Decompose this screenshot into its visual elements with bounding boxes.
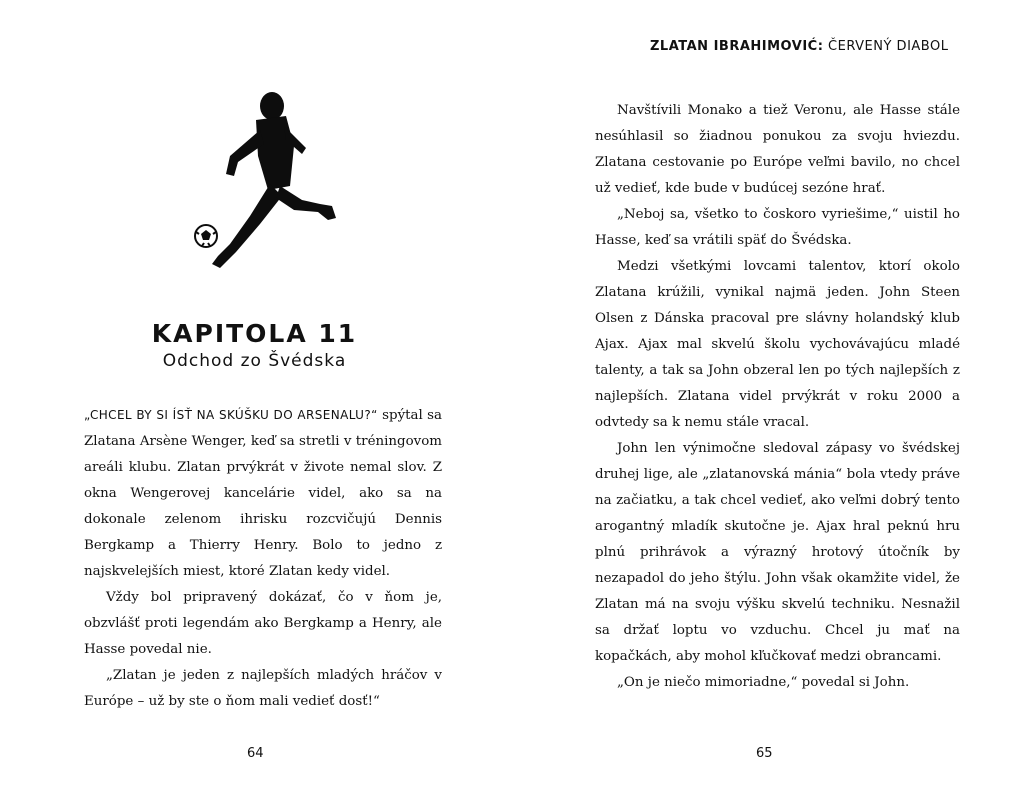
footballer-silhouette-icon	[190, 86, 340, 272]
running-head	[650, 39, 950, 54]
running-head-title: ČERVENÝ DIABOL	[823, 39, 949, 54]
running-head-author: ZLATAN IBRAHIMOVIĆ:	[650, 39, 824, 54]
page-number: 64	[247, 746, 264, 761]
chapter-title: Odchod zo Švédska	[162, 351, 347, 371]
paragraph: Vždy bol pripravený dokázať, čo v ňom je, obzvlášť proti legendám ako Bergkamp a Henry, ale Hasse povedal nie.	[84, 590, 442, 657]
page-number: 65	[756, 746, 773, 761]
paragraph-rest: spýtal sa Zlatana Arsène Wenger, keď sa stretli v tréningovom areáli klubu. Zlatan prvýkrát v živote nemal slov. Z okna Wengerovej kancelárie videl, ako sa na dokonale zelenom ihrisku rozcvičujú Dennis Bergkamp a Thierry Henry. Bolo to jedno z najskvelejších miest, ktoré Zlatan kedy videl.	[84, 408, 443, 579]
chapter-number: KAPITOLA 11	[151, 319, 358, 348]
right-body-text	[595, 98, 960, 696]
left-body-text	[84, 402, 442, 715]
opening-caps: „CHCEL BY SI ÍSŤ NA SKÚŠKU DO ARSENALU?“	[84, 408, 378, 422]
paragraph: John len výnimočne sledoval zápasy vo švédskej druhej lige, ale „zlatanovská mánia“ bola vtedy práve na začiatku, a tak chcel vedieť, ako veľmi dobrý tento arogantný mladík skutočne je. Ajax hral peknú hru plnú prihrávok a výrazný hrotový útočník by nezapadol do jeho štýlu. John však okamžite videl, že Zlatan má na svoju výšku skvelú techniku. Nesnažil sa držať loptu vo vzduchu. Chcel ju mať na kopačkách, aby mohol kľučkovať medzi obrancami.	[595, 441, 960, 664]
paragraph	[84, 402, 442, 585]
paragraph: „On je niečo mimoriadne,“ povedal si John.	[617, 675, 910, 690]
paragraph: „Neboj sa, všetko to čoskoro vyriešime,“ uistil ho Hasse, keď sa vrátili späť do Švédska.	[595, 207, 960, 248]
paragraph: Navštívili Monako a tiež Veronu, ale Hasse stále nesúhlasil so žiadnou ponukou za svoju hviezdu. Zlatana cestovanie po Európe veľmi bavilo, no chcel už vedieť, kde bude v budúcej sezóne hrať.	[595, 103, 960, 196]
paragraph: Medzi všetkými lovcami talentov, ktorí okolo Zlatana krúžili, vynikal najmä jeden. John Steen Olsen z Dánska pracoval pre slávny holandský klub Ajax. Ajax mal skvelú školu vychovávajúcu mladé talenty, a tak sa John obzeral len po tých najlepších z najlepších. Zlatana videl prvýkrát v roku 2000 a odvtedy sa k nemu stále vracal.	[595, 259, 960, 430]
paragraph: „Zlatan je jeden z najlepších mladých hráčov v Európe – už by ste o ňom mali vedieť dosť!“	[84, 668, 442, 709]
right-page	[509, 0, 1018, 800]
